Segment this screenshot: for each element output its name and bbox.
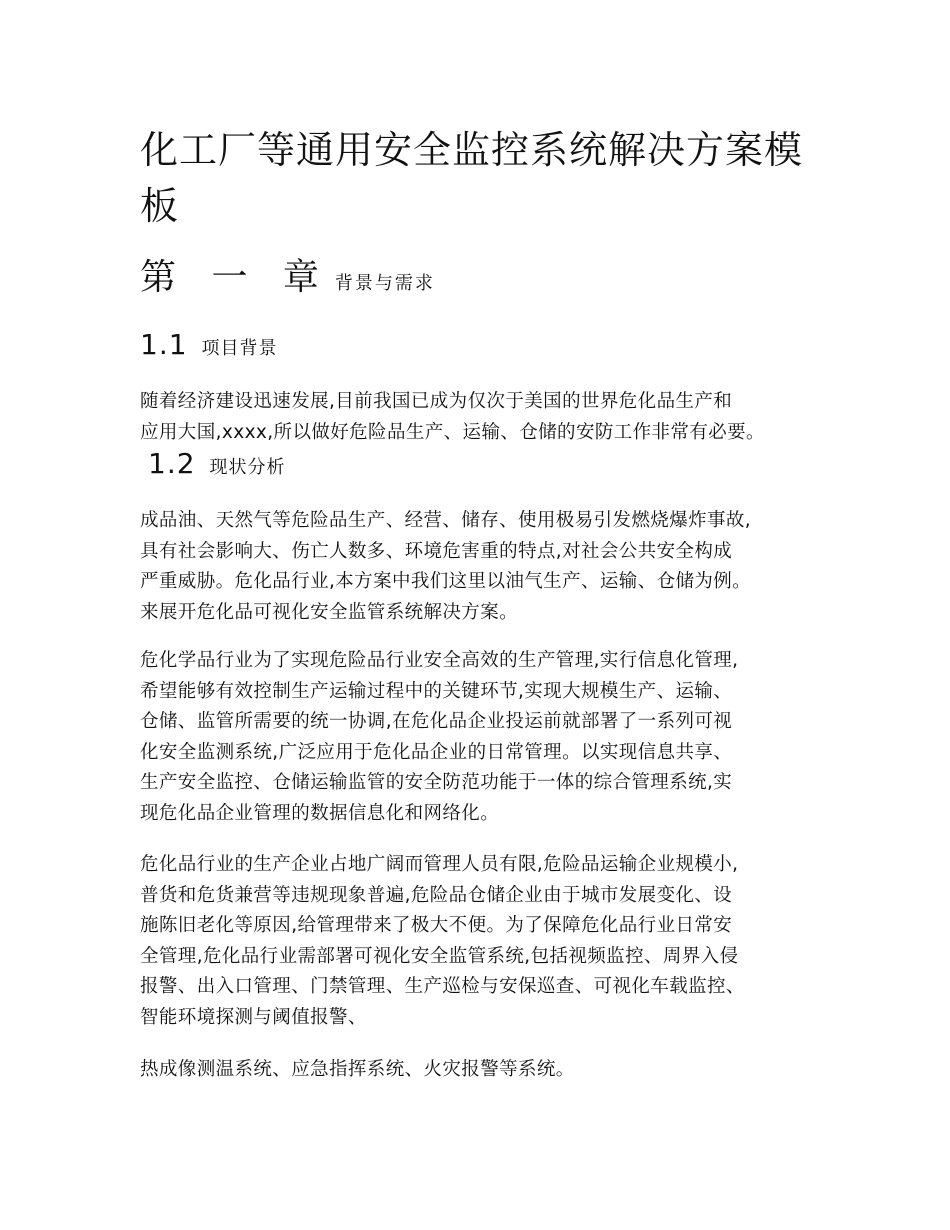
paragraph-line: 希望能够有效控制生产运输过程中的关键环节,实现大规模生产、运输、: [140, 680, 733, 702]
paragraph-line: 仓储、监管所需要的统一协调,在危化品企业投运前就部署了一系列可视: [140, 711, 733, 732]
paragraph-line: 危化学品行业为了实现危险品行业安全高效的生产管理,实行信息化管理,: [140, 650, 739, 671]
paragraph-line: 应用大国,xxxx,所以做好危险品生产、运输、仓储的安防工作非常有必要。: [140, 421, 765, 443]
paragraph-line: 智能环境探测与阈值报警、: [140, 1006, 367, 1028]
section-title: 现状分析: [209, 457, 286, 478]
paragraph-line: 成品油、天然气等危险品生产、经营、储存、使用极易引发燃烧爆炸事故,: [140, 510, 752, 531]
paragraph-status-1: [140, 506, 751, 628]
paragraph-status-2: [140, 646, 738, 829]
paragraph-line: 随着经济建设迅速发展,目前我国已成为仅次于美国的世界危化品生产和: [140, 391, 733, 412]
paragraph-line: 普货和危货兼营等违规现象普遍,危险品仓储企业由于城市发展变化、设: [140, 884, 733, 906]
paragraph-status-3: [140, 850, 745, 1033]
paragraph-line: 生产安全监控、仓储运输监管的安全防范功能于一体的综合管理系统,实: [140, 772, 733, 793]
paragraph-line: 热成像测温系统、应急指挥系统、火灾报警等系统。: [140, 1059, 575, 1080]
paragraph-line: 危化品行业的生产企业占地广阔而管理人员有限,危险品运输企业规模小,: [140, 854, 739, 875]
paragraph-line: 来展开危化品可视化安全监管系统解决方案。: [140, 601, 519, 623]
paragraph-line: 严重威胁。危化品行业,本方案中我们这里以油气生产、运输、仓储为例。: [140, 571, 752, 592]
paragraph-line: 现危化品企业管理的数据信息化和网络化。: [140, 802, 500, 824]
section-heading-1-1: [140, 328, 278, 361]
chapter-number: 第 一 章: [140, 257, 331, 298]
paragraph-line: 化安全监测系统,广泛应用于危化品企业的日常管理。以实现信息共享、: [140, 741, 733, 763]
chapter-heading: [140, 254, 435, 302]
paragraph-line: 具有社会影响大、伤亡人数多、环境危害重的特点,对社会公共安全构成: [140, 540, 733, 562]
document-title: 化工厂等通用安全监控系统解决方案模板: [140, 128, 804, 228]
section-heading-1-2: [148, 447, 286, 480]
chapter-title: 背景与需求: [334, 273, 435, 294]
paragraph-project-background: [140, 387, 765, 448]
paragraph-line: 报警、出入口管理、门禁管理、生产巡检与安保巡查、可视化车载监控、: [140, 976, 745, 997]
section-number: 1.1: [140, 328, 188, 361]
paragraph-line: 施陈旧老化等原因,给管理带来了极大不便。为了保障危化品行业日常安: [140, 915, 733, 936]
section-title: 项目背景: [201, 338, 278, 359]
paragraph-status-4: [140, 1055, 575, 1086]
paragraph-line: 全管理,危化品行业需部署可视化安全监管系统,包括视频监控、周界入侵: [140, 945, 739, 967]
section-number: 1.2: [148, 447, 196, 480]
